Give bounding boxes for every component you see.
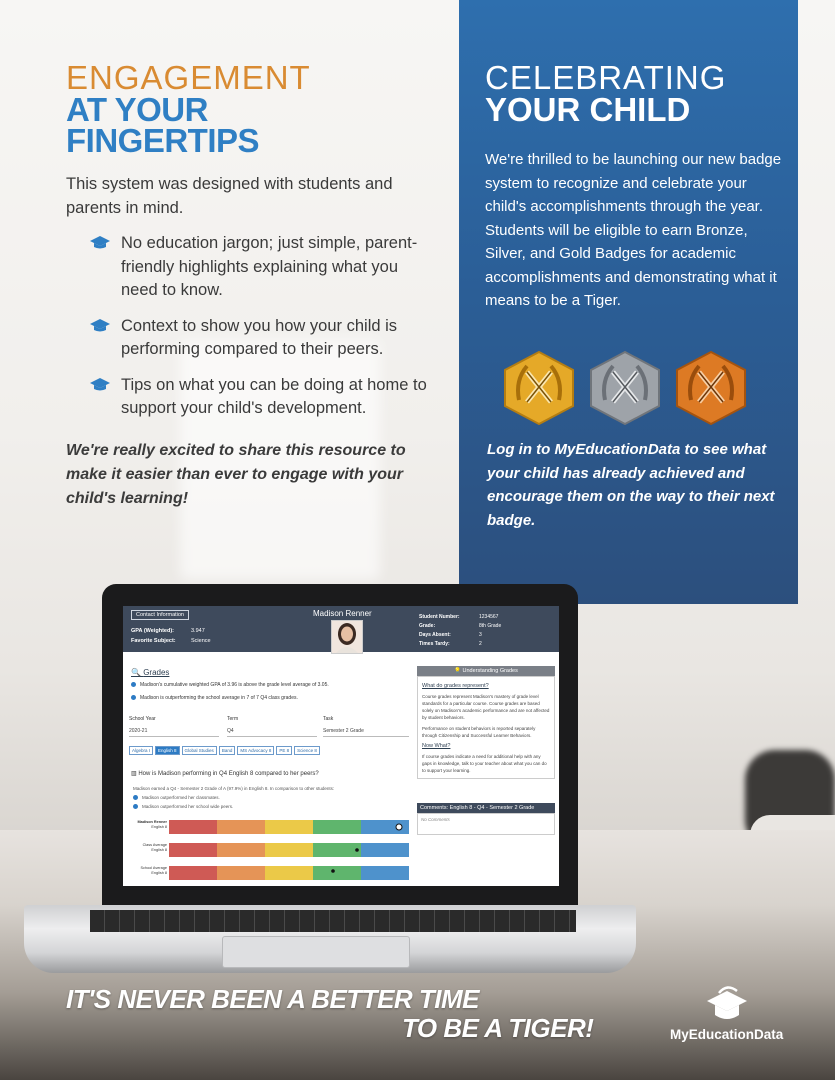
stat-value: 2 <box>479 641 482 647</box>
term-label: Term <box>227 716 239 722</box>
understanding-grades-header: 💡 Understanding Grades <box>417 666 555 676</box>
feature-item <box>66 315 436 362</box>
gold-badge-icon <box>505 352 573 424</box>
feature-text: Context to show you how your child is performing compared to their peers. <box>121 316 398 358</box>
feature-text: Tips on what you can be doing at home to support your child's development. <box>121 375 427 417</box>
grade-comparison-bars <box>129 818 413 884</box>
understanding-question: What do grades represent? <box>422 683 489 689</box>
comparison-point-text: Madison outperformed her school wide peers. <box>142 804 234 809</box>
feature-text: No education jargon; just simple, parent-friendly highlights explaining what you need to know. <box>121 234 418 299</box>
bar-row-course: English 8 <box>151 871 167 875</box>
bar-row-label <box>129 820 167 830</box>
tab-global-studies[interactable]: Global Studies <box>182 746 217 755</box>
student-stats-values <box>479 613 501 649</box>
bar-row-name: School Average <box>140 866 167 870</box>
comparison-detail-text: Madison earned a Q4 - Semester 2 Grade of A (97.9%) in English 8. In comparison to other students: <box>133 786 335 791</box>
bar-row-label <box>129 843 167 853</box>
celebrating-heading: CELEBRATING <box>485 59 727 96</box>
bar-row <box>169 866 409 880</box>
student-header <box>123 606 559 652</box>
stat-value: 1234567 <box>479 614 499 620</box>
bar-row-label <box>129 866 167 876</box>
school-year-select[interactable]: 2020-21 <box>129 726 219 737</box>
bar-row <box>169 820 409 834</box>
laptop-screen <box>123 606 559 886</box>
understanding-grades-panel <box>417 666 555 779</box>
celebrating-heading-bold: YOUR CHILD <box>485 91 691 128</box>
feature-item <box>66 374 436 421</box>
feature-list <box>66 232 436 421</box>
comparison-point <box>133 802 413 811</box>
gpa-label: GPA (Weighted): <box>131 628 174 634</box>
tab-ms-advocacy[interactable]: MS Advocacy 8 <box>237 746 274 755</box>
tab-science[interactable]: Science 8 <box>294 746 320 755</box>
understanding-text: Performance on student behaviors is reported separately through Citizenship and Successful Learner Behaviors. <box>422 726 536 738</box>
comparison-question-text: How is Madison performing in Q4 English 8 compared to her peers? <box>138 771 319 777</box>
student-info-values <box>191 626 211 646</box>
comments-body: No Comments <box>417 813 555 835</box>
bar-row-course: English 8 <box>151 825 167 829</box>
understanding-question: Now What? <box>422 743 451 749</box>
celebrating-panel <box>459 0 798 604</box>
gpa-value: 3.947 <box>191 628 205 634</box>
grades-summary-line <box>131 682 329 688</box>
comments-panel <box>417 803 555 835</box>
feature-item <box>66 232 436 303</box>
summary-text: Madison is outperforming the school average in 7 of 7 Q4 class grades. <box>140 695 298 701</box>
student-stats-labels <box>419 613 460 649</box>
info-dot-icon <box>131 695 136 700</box>
graduation-cap-icon <box>90 236 110 250</box>
engagement-heading-bold: AT YOUR <box>66 91 208 128</box>
silver-badge-icon <box>591 352 659 424</box>
comparison-detail <box>133 784 413 811</box>
student-info-labels <box>131 626 176 646</box>
info-dot-icon <box>133 804 138 809</box>
stat-value: 3 <box>479 632 482 638</box>
student-name: Madison Renner <box>313 609 372 618</box>
celebrating-body: We're thrilled to be launching our new badge system to recognize and celebrate your child's accomplishments through the year. Students will be eligible to earn Bronze, Silver, and Gold Badges for academic accomplishments and demonstrating what it means to be a Tiger. <box>485 151 782 309</box>
engagement-heading: ENGAGEMENT <box>66 59 311 96</box>
bar-row <box>169 843 409 857</box>
understanding-text: If course grades indicate a need for additional help with any gaps in knowledge, talk to your teacher about what you can do to support your learning. <box>422 754 547 773</box>
tab-algebra[interactable]: Algebra I <box>129 746 153 755</box>
bronze-badge-icon <box>677 352 745 424</box>
comparison-point <box>133 793 413 802</box>
tab-pe[interactable]: PE 8 <box>276 746 292 755</box>
bar-row-name: Class Average <box>142 843 167 847</box>
contact-information-button[interactable]: Contact Information <box>131 610 189 620</box>
laptop-keyboard <box>90 910 576 932</box>
stat-label: Grade: <box>419 623 436 629</box>
stat-label: Days Absent: <box>419 632 451 638</box>
grades-summary-line <box>131 695 298 701</box>
closing-statement: We're really excited to share this resource to make it easier than ever to engage with your child's learning! <box>66 441 406 507</box>
stat-label: Student Number: <box>419 614 460 620</box>
bar-row-name: Madison Renner <box>137 820 167 824</box>
badge-row <box>501 350 761 426</box>
login-call-to-action: Log in to MyEducationData to see what your child has already achieved and encourage them on the way to their next badge. <box>487 441 775 529</box>
stat-value: 8th Grade <box>479 623 502 629</box>
tagline-line-1: IT'S NEVER BEEN A BETTER TIME <box>66 984 480 1014</box>
understanding-grades-title: Understanding Grades <box>462 668 518 674</box>
course-tabs <box>129 746 322 755</box>
bar-row-course: English 8 <box>151 848 167 852</box>
graduation-cap-icon <box>90 378 110 392</box>
stat-label: Times Tardy: <box>419 641 450 647</box>
graduation-cap-icon <box>90 319 110 333</box>
grades-title-text: Grades <box>143 668 170 677</box>
subject-label: Favorite Subject: <box>131 638 176 644</box>
summary-text: Madison's cumulative weighted GPA of 3.96 is above the grade level average of 3.05. <box>140 682 329 688</box>
task-label: Task <box>323 716 334 722</box>
comparison-point-text: Madison outperformed her classmates. <box>142 795 220 800</box>
understanding-text: Course grades represent Madison's mastery of grade level standards for a particular course. Course grades are based solely on Madison's academic performance and are not affected by student behaviors. <box>422 694 550 720</box>
understanding-grades-body <box>417 676 555 779</box>
grade-bars-graphic <box>169 818 411 884</box>
student-avatar <box>331 620 363 654</box>
comments-header: Comments: English 8 - Q4 - Semester 2 Grade <box>417 803 555 813</box>
engagement-heading-bold: FINGERTIPS <box>66 122 260 159</box>
tagline-line-2: TO BE A TIGER! <box>402 1013 594 1043</box>
engagement-section <box>66 59 436 511</box>
grades-title[interactable]: 🔍 Grades <box>131 668 170 677</box>
brand-name: MyEducationData <box>670 1027 784 1042</box>
tab-band[interactable]: Band <box>219 746 236 755</box>
subject-value: Science <box>191 638 211 644</box>
school-year-label: School Year <box>129 716 156 722</box>
term-select[interactable]: Q4 <box>227 726 317 737</box>
tab-english[interactable]: English 8 <box>155 746 180 755</box>
engagement-intro: This system was designed with students and parents in mind. <box>66 175 393 217</box>
info-dot-icon <box>131 682 136 687</box>
laptop-trackpad <box>222 936 410 968</box>
task-select[interactable]: Semester 2 Grade <box>323 726 409 737</box>
myeducationdata-logo-icon <box>705 985 749 1025</box>
info-dot-icon <box>133 795 138 800</box>
comparison-question: ▥ How is Madison performing in Q4 English 8 compared to her peers? <box>131 771 319 777</box>
